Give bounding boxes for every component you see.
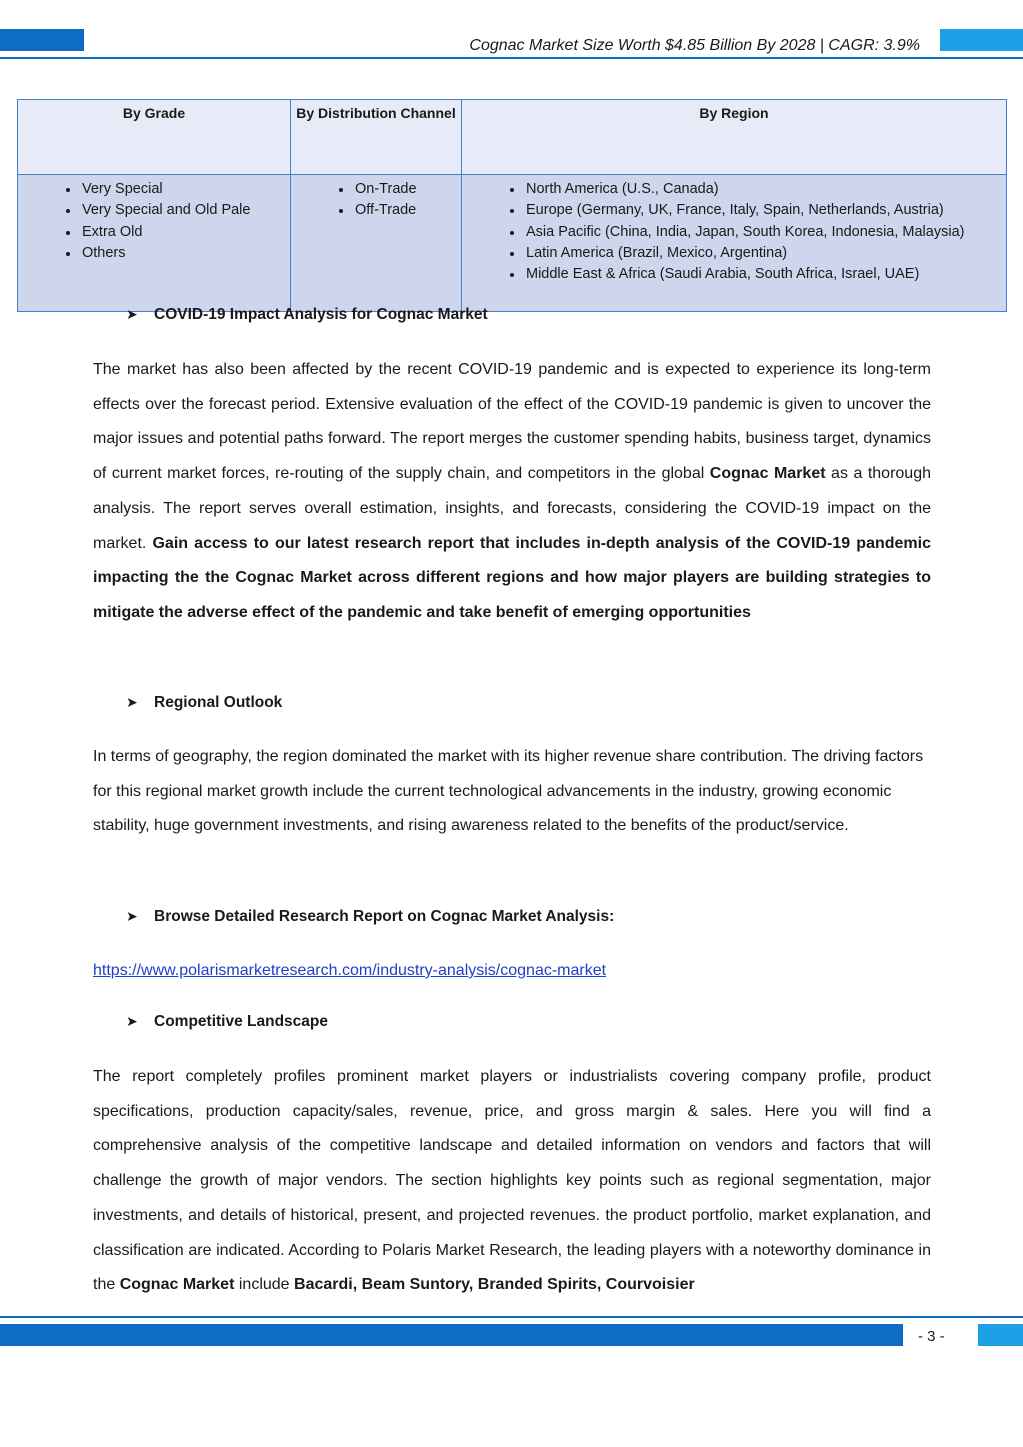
- regional-heading: [126, 694, 282, 712]
- regional-paragraph: In terms of geography, the region dominated the market with its higher revenue share contribution. The driving factors for this regional market growth include the current technological advancements in the industry, growing economic stability, huge government investments, and rising awareness related to the benefits of the product/service.: [93, 748, 924, 835]
- covid-heading: [126, 306, 488, 324]
- covid-text-2: as a thorough analysis. The report serves overall estimation, insights, and forecasts, considering the COVID-19 impact on the market.: [93, 465, 931, 552]
- competitive-players-bold: Bacardi, Beam Suntory, Branded Spirits, Courvoisier: [294, 1276, 695, 1294]
- list-item: • Off-Trade: [353, 200, 461, 221]
- list-item: • Extra Old: [80, 222, 290, 243]
- list-item: • Very Special and Old Pale: [80, 200, 290, 221]
- list-item: • On-Trade: [353, 179, 461, 200]
- list-item: • North America (U.S., Canada): [524, 179, 1006, 200]
- list-item: • Europe (Germany, UK, France, Italy, Spain, Netherlands, Austria): [524, 200, 1006, 221]
- arrow-bullet-icon: ➤: [126, 694, 138, 710]
- competitive-paragraph: [93, 1060, 931, 1303]
- list-item: • Others: [80, 243, 290, 264]
- table-header-grade: By Grade: [18, 100, 291, 175]
- competitive-market-bold: Cognac Market: [119, 1276, 235, 1294]
- list-item: • Middle East & Africa (Saudi Arabia, South Africa, Israel, UAE): [524, 264, 1006, 285]
- arrow-bullet-icon: ➤: [126, 306, 138, 322]
- header-accent-right: [940, 29, 1023, 51]
- header-rule: [0, 57, 1023, 59]
- covid-paragraph: [93, 353, 931, 631]
- region-cell: [462, 175, 1007, 312]
- footer-accent-right: [978, 1324, 1023, 1346]
- table-header-channel: By Distribution Channel: [291, 100, 462, 175]
- header-accent-left: [0, 29, 84, 51]
- browse-heading-text: Browse Detailed Research Report on Cognac Market Analysis:: [154, 908, 615, 925]
- table-header-region: By Region: [462, 100, 1007, 175]
- covid-text-1: The market has also been affected by the recent COVID-19 pandemic and is expected to experience its long-term effects over the forecast period. Extensive evaluation of the effect of the COVID-19 pandemic is given to uncover the major issues and potential paths forward. The report merges the customer spending habits, business target, dynamics of current market forces, re-routing of the supply chain, and competitors in the global: [93, 361, 931, 483]
- list-item: • Latin America (Brazil, Mexico, Argentina): [524, 243, 1006, 264]
- page-number: - 3 -: [918, 1328, 945, 1345]
- competitive-text: The report completely profiles prominent market players or industrialists covering company profile, product specifications, production capacity/sales, revenue, price, and gross margin & sales. Here you will find a comprehensive analysis of the competitive landscape and detailed information on vendors and factors that will challenge the growth of major vendors. The section highlights key points such as regional segmentation, major investments, and details of historical, present, and projected revenues. the product portfolio, market explanation, and classification are indicated. According to Polaris Market Research, the leading players with a noteworthy dominance in the: [93, 1068, 931, 1294]
- grade-cell: [18, 175, 291, 312]
- footer-rule: [0, 1316, 1023, 1318]
- list-item: • Very Special: [80, 179, 290, 200]
- arrow-bullet-icon: ➤: [126, 1013, 138, 1029]
- report-link[interactable]: https://www.polarismarketresearch.com/industry-analysis/cognac-market: [93, 962, 607, 979]
- regional-heading-text: Regional Outlook: [154, 694, 283, 711]
- covid-heading-text: COVID-19 Impact Analysis for Cognac Market: [154, 306, 488, 323]
- competitive-heading: [126, 1013, 328, 1031]
- arrow-bullet-icon: ➤: [126, 908, 138, 924]
- competitive-include: include: [238, 1276, 290, 1294]
- covid-market-bold: Cognac Market: [709, 465, 826, 483]
- browse-heading: [126, 908, 614, 926]
- segmentation-table: [17, 99, 1007, 312]
- list-item: • Asia Pacific (China, India, Japan, South Korea, Indonesia, Malaysia): [524, 222, 1006, 243]
- competitive-heading-text: Competitive Landscape: [154, 1013, 328, 1030]
- header-title: Cognac Market Size Worth $4.85 Billion By 2028 | CAGR: 3.9%: [469, 37, 920, 54]
- covid-cta-bold: Gain access to our latest research report that includes in-depth analysis of the COVID-19 pandemic impacting the the Cognac Market across different regions and how major players are building strategies to mitigate the adverse effect of the pandemic and take benefit of emerging opportunities: [93, 534, 931, 621]
- footer-bar: [0, 1324, 903, 1346]
- channel-cell: [291, 175, 462, 312]
